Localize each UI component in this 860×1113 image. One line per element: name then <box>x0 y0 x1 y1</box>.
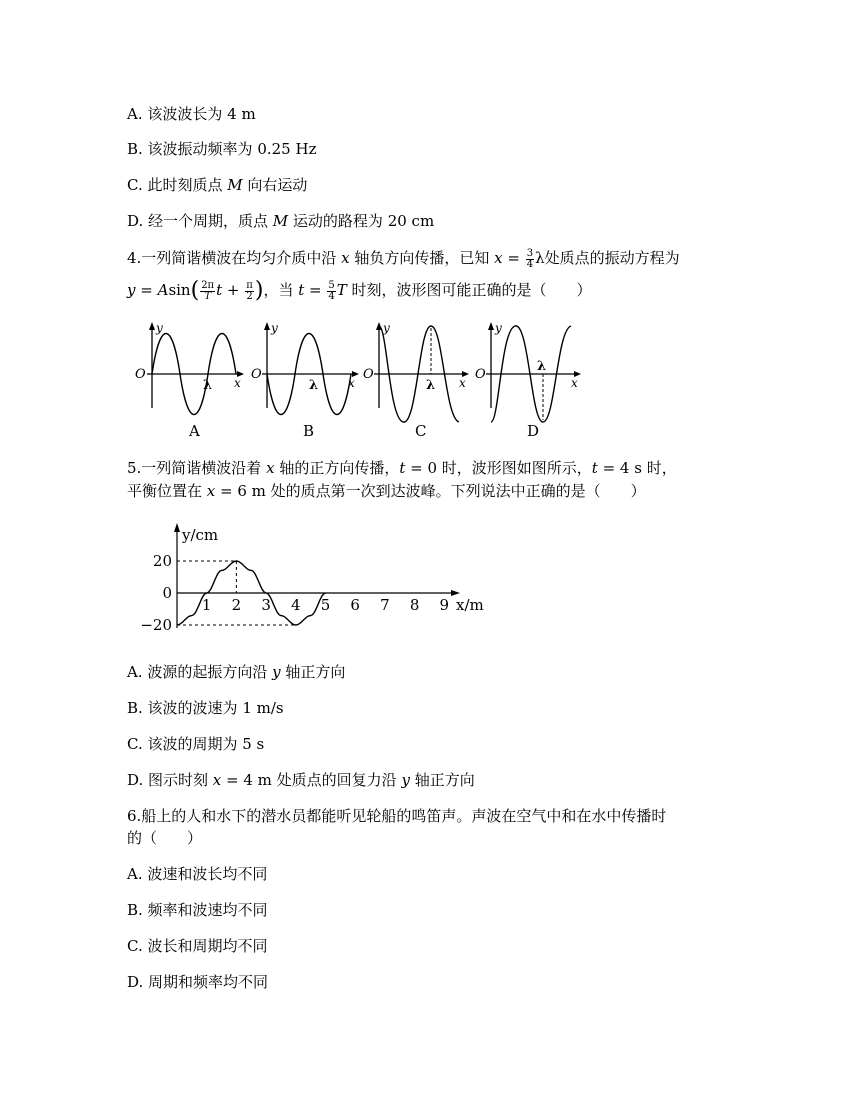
q4-panel-d[interactable] <box>475 321 581 422</box>
x-tick-label: 9 <box>439 596 450 614</box>
panel-label-d: D <box>527 422 540 440</box>
y-axis-title: y/cm <box>182 526 219 544</box>
panel-label-a: A <box>189 422 200 440</box>
q4-waveform-panels <box>125 318 595 443</box>
x-tick-label: 3 <box>261 596 271 614</box>
x-tick-label: 5 <box>320 596 331 614</box>
x-axis-label: x <box>571 376 578 390</box>
origin-label: O <box>251 367 262 382</box>
lambda-label: λ <box>203 378 213 393</box>
x-tick-label: 7 <box>380 596 390 614</box>
origin-label: O <box>363 367 374 382</box>
y-tick-labels <box>140 552 172 634</box>
q3-option-d[interactable]: D. 经一个周期，质点 M 运动的路程为 20 cm <box>127 212 435 230</box>
panel-label-b: B <box>303 422 315 440</box>
lambda-label: λ <box>426 378 436 393</box>
origin-label: O <box>135 367 146 382</box>
y-axis-arrow <box>174 523 180 532</box>
q6-stem-line1: 6.船上的人和水下的潜水员都能听见轮船的鸣笛声。声波在空气中和在水中传播时 <box>127 807 667 825</box>
q4-stem-line1: 4.一列简谐横波在均匀介质中沿 x 轴负方向传播，已知 x = $\frac{3}{4}$ λ处质点的振动方程为 <box>127 247 680 270</box>
q6-option-b[interactable]: B. 频率和波速均不同 <box>127 901 268 919</box>
x-tick-label: 4 <box>291 596 301 614</box>
x-tick-labels <box>202 596 449 614</box>
q5-option-c[interactable]: C. 该波的周期为 5 s <box>127 735 265 753</box>
x-tick-label: 8 <box>409 596 420 614</box>
q4-panel-a[interactable] <box>135 321 244 415</box>
x-axis-label: x <box>348 376 355 390</box>
panel-label-c: C <box>415 422 427 440</box>
y-tick-label: −20 <box>140 616 172 634</box>
q5-option-d[interactable]: D. 图示时刻 x = 4 m 处质点的回复力沿 y 轴正方向 <box>127 771 475 789</box>
q5-option-a[interactable]: A. 波源的起振方向沿 y 轴正方向 <box>127 663 346 681</box>
y-tick-label: 20 <box>152 552 172 570</box>
q6-option-d[interactable]: D. 周期和频率均不同 <box>127 973 269 991</box>
lambda-label: λ <box>309 378 319 393</box>
x-tick-label: 1 <box>201 596 212 614</box>
q4-panel-c[interactable] <box>363 321 469 422</box>
q3-option-b[interactable]: B. 该波振动频率为 0.25 Hz <box>127 140 317 158</box>
x-axis-title: x/m <box>456 596 484 614</box>
q3-option-c[interactable]: C. 此时刻质点 M 向右运动 <box>127 176 308 194</box>
q5-stem-line1: 5.一列简谐横波沿着 x 轴的正方向传播，t = 0 时，波形图如图所示，t = 4 s 时， <box>127 459 677 477</box>
q4-stem-line2: y = Asin( $\frac{2\pi}{T}$ t + $\frac{\pi}{2}$ )，当 t = $\frac{5}{4}$ T 时刻，波形图可能正确的是（ ） <box>127 278 592 303</box>
y-axis-label: y <box>495 321 502 335</box>
q6-option-c[interactable]: C. 波长和周期均不同 <box>127 937 268 955</box>
y-tick-label: 0 <box>162 584 172 602</box>
x-tick-label: 2 <box>231 596 242 614</box>
y-axis-label: y <box>271 321 278 335</box>
origin-label: O <box>475 367 486 382</box>
lambda-label: λ <box>537 359 547 374</box>
x-axis-label: x <box>234 376 241 390</box>
q6-stem-line2: 的（ ） <box>127 829 203 847</box>
q5-wave-chart <box>125 518 495 643</box>
x-axis-label: x <box>459 376 466 390</box>
q5-stem-line2: 平衡位置在 x = 6 m 处的质点第一次到达波峰。下列说法中正确的是（ ） <box>127 482 646 500</box>
q6-option-a[interactable]: A. 波速和波长均不同 <box>127 865 268 883</box>
q5-option-b[interactable]: B. 该波的波速为 1 m/s <box>127 699 284 717</box>
y-axis-label: y <box>383 321 390 335</box>
q3-option-a[interactable]: A. 该波波长为 4 m <box>127 105 256 123</box>
x-tick-label: 6 <box>350 596 360 614</box>
q4-panel-b[interactable] <box>251 321 359 415</box>
y-axis-label: y <box>156 321 163 335</box>
